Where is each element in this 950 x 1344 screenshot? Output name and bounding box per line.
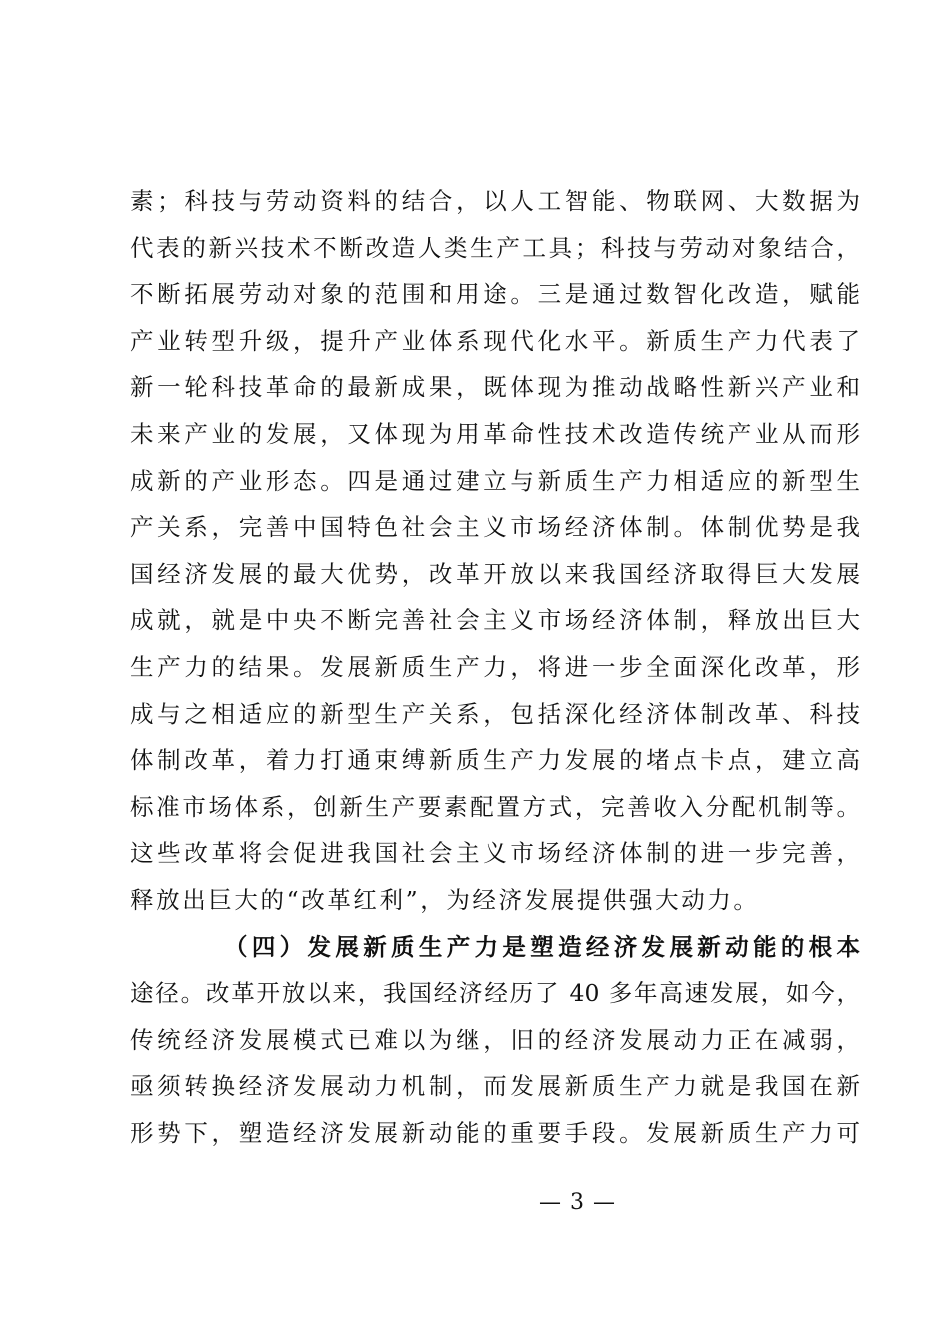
text-line: 这些改革将会促进我国社会主义市场经济体制的进一步完善，: [130, 839, 860, 868]
text-line: 不断拓展劳动对象的范围和用途。三是通过数智化改造，赋能: [130, 280, 860, 309]
text-line: 途径。改革开放以来，我国经济经历了 40 多年高速发展，如今，: [130, 979, 860, 1008]
text-line: 生产力的结果。发展新质生产力，将进一步全面深化改革，形: [130, 652, 860, 681]
text-line: 传统经济发展模式已难以为继，旧的经济发展动力正在减弱，: [130, 1025, 860, 1054]
text-line: 未来产业的发展，又体现为用革命性技术改造传统产业从而形: [130, 419, 860, 448]
text-line: 成新的产业形态。四是通过建立与新质生产力相适应的新型生: [130, 466, 860, 495]
section-heading-line: （四）发展新质生产力是塑造经济发展新动能的根本: [224, 932, 860, 961]
text-line: 标准市场体系，创新生产要素配置方式，完善收入分配机制等。: [130, 792, 860, 821]
text-line: 素；科技与劳动资料的结合，以人工智能、物联网、大数据为: [130, 187, 860, 215]
text-line: 成就，就是中央不断完善社会主义市场经济体制，释放出巨大: [130, 606, 860, 635]
text-line: 释放出巨大的“改革红利”，为经济发展提供强大动力。: [130, 885, 760, 914]
text-line: 国经济发展的最大优势，改革开放以来我国经济取得巨大发展: [130, 559, 860, 588]
text-line: 亟须转换经济发展动力机制，而发展新质生产力就是我国在新: [130, 1072, 860, 1101]
text-line: 成与之相适应的新型生产关系，包括深化经济体制改革、科技: [130, 699, 860, 728]
text-line: 产关系，完善中国特色社会主义市场经济体制。体制优势是我: [130, 513, 860, 542]
text-line: 产业转型升级，提升产业体系现代化水平。新质生产力代表了: [130, 326, 860, 355]
text-line: 形势下，塑造经济发展新动能的重要手段。发展新质生产力可: [130, 1118, 860, 1147]
text-line: 体制改革，着力打通束缚新质生产力发展的堵点卡点，建立高: [130, 746, 860, 775]
text-line: 新一轮科技革命的最新成果，既体现为推动战略性新兴产业和: [130, 373, 860, 402]
page-number: — 3 —: [539, 1190, 616, 1215]
text-line: 代表的新兴技术不断改造人类生产工具；科技与劳动对象结合，: [130, 233, 860, 262]
body-text: [130, 178, 860, 1156]
